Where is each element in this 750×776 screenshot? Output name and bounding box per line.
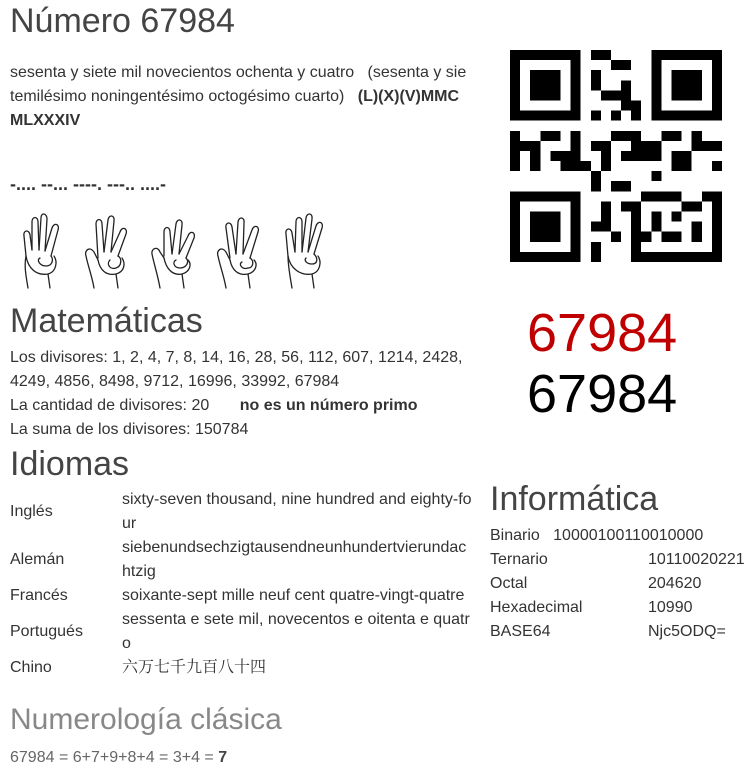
computing-label: Ternario [490, 551, 548, 568]
computing-row [490, 596, 745, 620]
languages-heading: Idiomas [10, 445, 130, 483]
language-text: sessenta e sete mil, novecentos e oitenta e quatro [122, 611, 470, 652]
numerology-equation [10, 749, 227, 767]
computing-table [490, 524, 745, 644]
language-text: sixty-seven thousand, nine hundred and eighty-four [122, 491, 472, 532]
language-name: Alemán [10, 551, 65, 568]
numerology-sum: 67984 = 6+7+9+8+4 = 3+4 = [10, 749, 219, 766]
language-row [10, 536, 472, 584]
hand-7-icon [80, 210, 136, 290]
morse-code: -.... --... ----. ---.. ....- [10, 174, 166, 194]
language-name: Inglés [10, 503, 53, 520]
roman-numeral: (L)(X)(V)MMC MLXXXIV [10, 88, 460, 129]
computing-heading: Informática [490, 480, 659, 518]
prime-status: no es un número primo [239, 397, 418, 414]
sign-language-hands [14, 210, 334, 290]
language-name: Portugués [10, 623, 83, 640]
language-row [10, 584, 472, 608]
computing-label: Hexadecimal [490, 599, 583, 616]
hand-9-icon [146, 210, 202, 290]
language-text: siebenundsechzigtausendneunhundertvierundachtzig [122, 539, 467, 580]
languages-table [10, 488, 472, 680]
computing-label: BASE64 [490, 623, 551, 640]
language-row [10, 608, 472, 656]
page-title: Número 67984 [10, 2, 235, 40]
number-black: 67984 [527, 364, 678, 424]
language-row [10, 656, 472, 680]
computing-row [490, 548, 745, 572]
language-name: Francés [10, 587, 68, 604]
numerology-heading: Numerología clásica [10, 703, 282, 736]
numerology-result: 7 [218, 749, 228, 766]
qr-code-icon[interactable] [510, 50, 722, 262]
hand-4-icon [278, 210, 334, 290]
hand-8-icon [212, 210, 268, 290]
number-description [10, 61, 480, 133]
divisors-list: Los divisores: 1, 2, 4, 7, 8, 14, 16, 28, 56, 112, 607, 1214, 2428, 4249, 4856, 8498, 9712, 16996, 33992, 67984 [10, 349, 463, 390]
language-text: 六万七千九百八十四 [122, 659, 267, 676]
computing-row [490, 524, 745, 548]
computing-value: 204620 [648, 575, 702, 592]
hand-6-icon [14, 210, 70, 290]
computing-value: 10000100110010000 [553, 527, 704, 544]
computing-value: Njc5ODQ= [648, 623, 726, 640]
math-section [10, 346, 480, 442]
number-red: 67984 [527, 303, 678, 363]
math-heading: Matemáticas [10, 302, 203, 340]
ordinal-words: (sesenta y sie temilésimo noningentésimo octogésimo cuarto) [10, 64, 467, 105]
language-row [10, 488, 472, 536]
language-text: soixante-sept mille neuf cent quatre-vingt-quatre [122, 587, 465, 604]
divisor-count: La cantidad de divisores: 20 [10, 397, 210, 414]
computing-value: 10990 [648, 599, 693, 616]
divisor-sum: La suma de los divisores: 150784 [10, 421, 249, 438]
language-name: Chino [10, 659, 52, 676]
computing-row [490, 572, 745, 596]
spanish-words: sesenta y siete mil novecientos ochenta y cuatro [10, 64, 355, 81]
computing-label: Octal [490, 575, 528, 592]
computing-value: 10110020221 [648, 551, 745, 568]
divisor-count-row [10, 394, 480, 418]
computing-row [490, 620, 745, 644]
computing-label: Binario [490, 527, 540, 544]
